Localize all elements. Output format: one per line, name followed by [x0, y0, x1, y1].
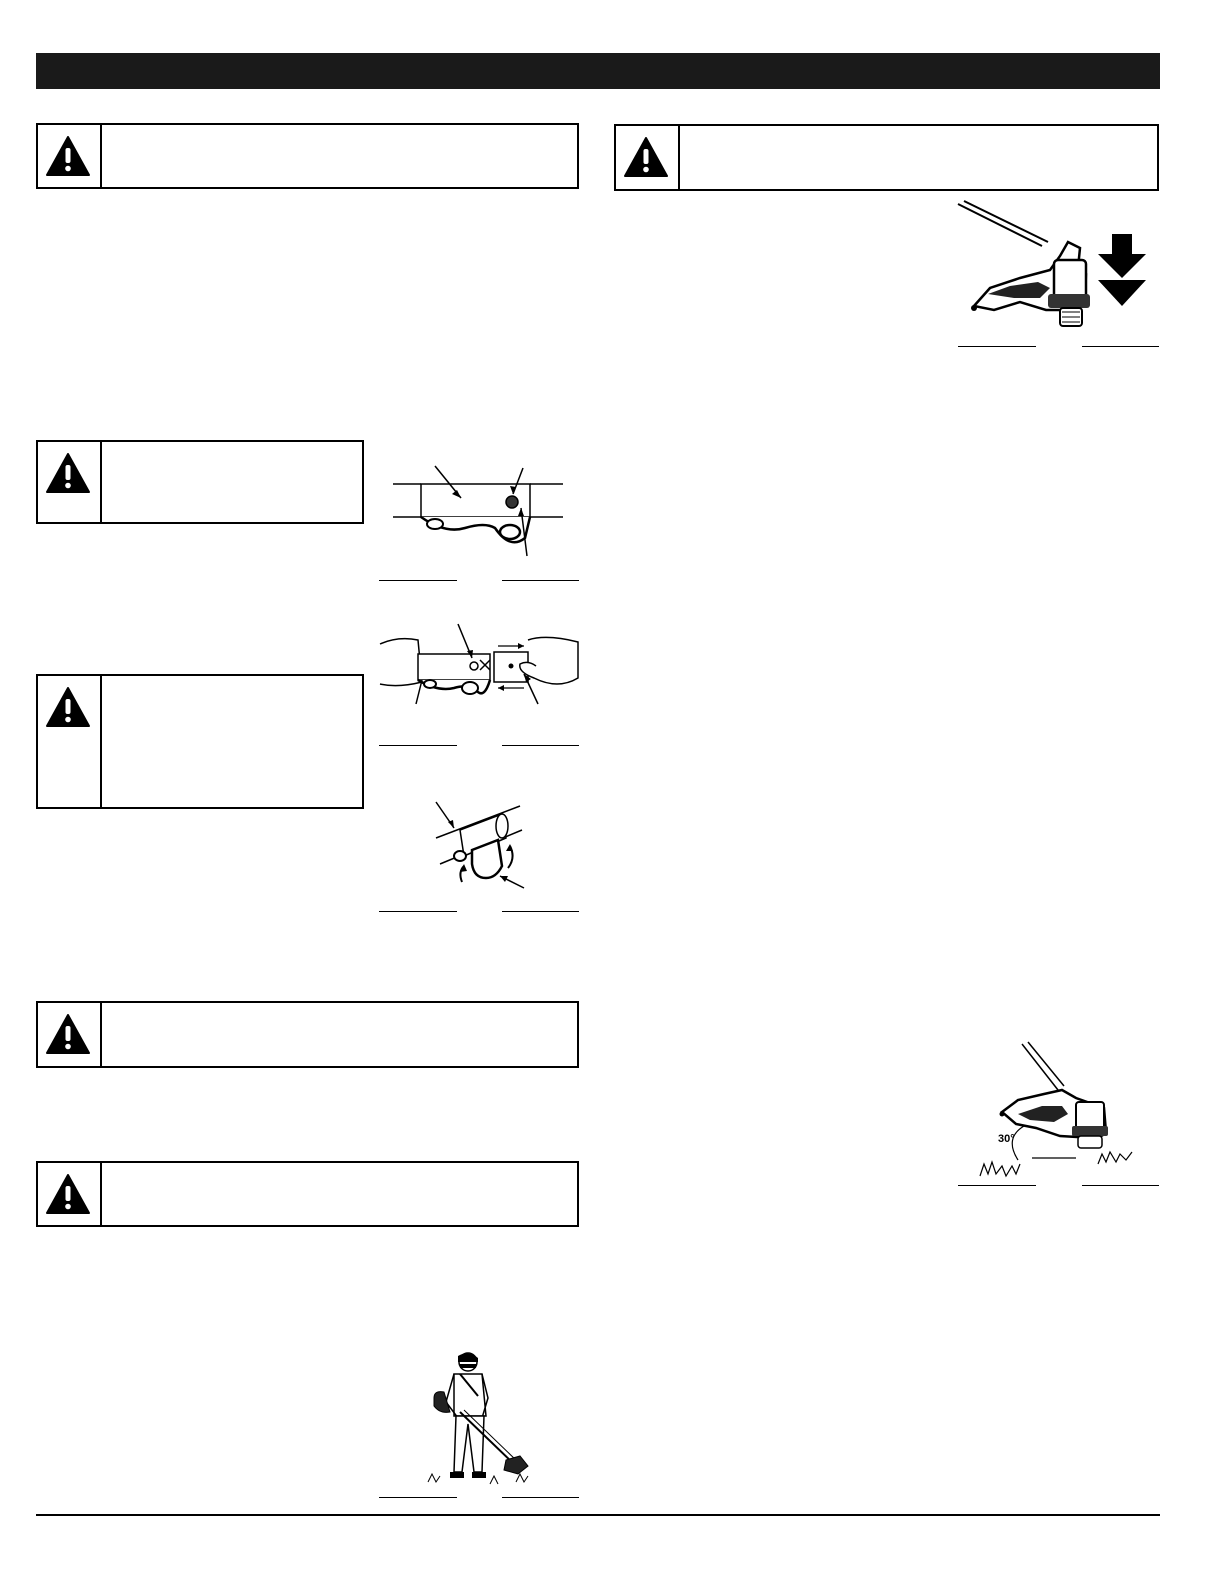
warning-box-1 [36, 123, 579, 189]
warning-icon-cell [38, 442, 102, 522]
figure-rule [1082, 1185, 1159, 1186]
figure-rule [1082, 346, 1159, 347]
angle-label: 30° [998, 1133, 1015, 1145]
warning-triangle-icon [45, 135, 91, 177]
figure-rule [379, 745, 457, 746]
figure-rule [958, 346, 1036, 347]
warning-box-2 [614, 124, 1159, 191]
warning-box-6 [36, 1161, 579, 1227]
warning-triangle-icon [623, 136, 669, 178]
warning-icon-cell [38, 676, 102, 807]
warning-triangle-icon [45, 686, 91, 728]
figure-rule [379, 580, 457, 581]
figure-rule [502, 911, 579, 912]
knob-tightening-figure [420, 794, 540, 898]
trimmer-angle-figure [958, 1040, 1160, 1180]
operator-figure [420, 1348, 540, 1490]
warning-triangle-icon [45, 1013, 91, 1055]
figure-rule [502, 1497, 579, 1498]
warning-icon-cell [38, 1163, 102, 1225]
warning-triangle-icon [45, 452, 91, 494]
warning-icon-cell [616, 126, 680, 189]
warning-box-3 [36, 440, 364, 524]
warning-icon-cell [38, 1003, 102, 1066]
coupler-hands-figure [378, 618, 580, 718]
figure-rule [502, 745, 579, 746]
trimmer-head-figure [950, 198, 1160, 338]
footer-rule [36, 1514, 1160, 1516]
double-down-arrow-icon [1098, 234, 1146, 306]
warning-icon-cell [38, 125, 102, 187]
figure-rule [379, 1497, 457, 1498]
warning-box-4 [36, 674, 364, 809]
figure-rule [958, 1185, 1036, 1186]
shaft-coupler-figure [385, 462, 580, 572]
warning-triangle-icon [45, 1173, 91, 1215]
warning-box-5 [36, 1001, 579, 1068]
figure-rule [379, 911, 457, 912]
figure-rule [502, 580, 579, 581]
header-bar [36, 53, 1160, 89]
